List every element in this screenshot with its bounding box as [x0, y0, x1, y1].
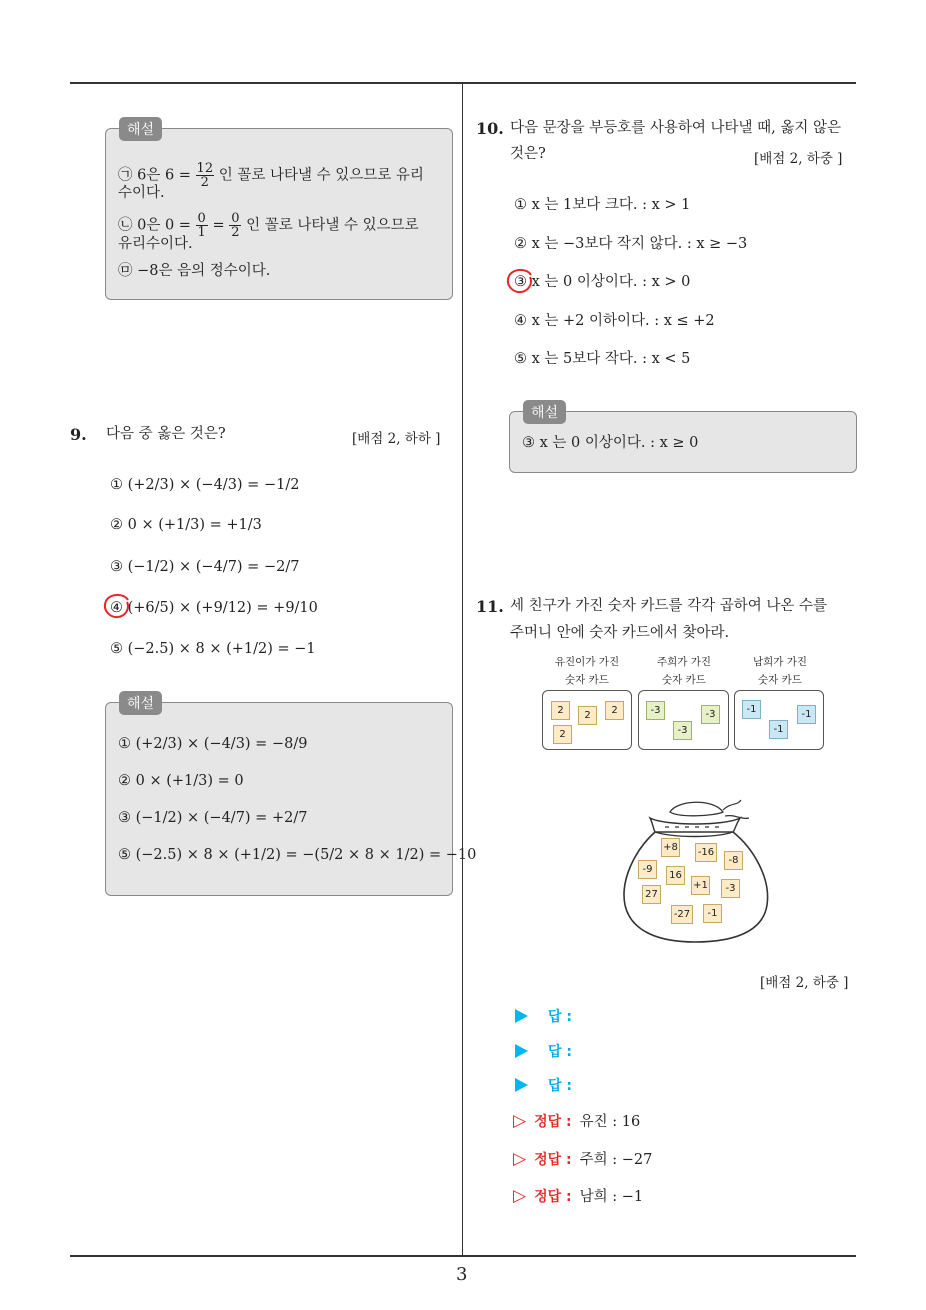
explanation-line: ㉤ −8은 음의 정수이다.	[118, 263, 271, 279]
triangle-icon	[515, 1078, 528, 1092]
number-card: -1	[797, 705, 816, 724]
explanation-tag: 해설	[119, 117, 162, 141]
group-label: 남희가 가진 숫자 카드	[752, 656, 808, 686]
number-card: -3	[701, 705, 720, 724]
answer-label: 답 :	[548, 1078, 572, 1094]
q9-option-2[interactable]: ② 0 × (+1/3) = +1/3	[110, 517, 262, 533]
column-divider	[462, 82, 463, 1255]
bag-card: -16	[695, 843, 717, 862]
q9-option-5[interactable]: ⑤ (−2.5) × 8 × (+1/2) = −1	[110, 641, 316, 657]
bag-card: -1	[703, 904, 722, 923]
q10-text-line1: 다음 문장을 부등호를 사용하여 나타낼 때, 옳지 않은	[510, 120, 842, 136]
q10-option-5[interactable]: ⑤ x 는 5보다 작다. : x < 5	[514, 351, 691, 367]
number-card: 2	[551, 701, 570, 720]
bag-card: -9	[638, 860, 657, 879]
number-card: 2	[578, 706, 597, 725]
bag-card: -8	[724, 851, 743, 870]
q9-option-3[interactable]: ③ (−1/2) × (−4/7) = −2/7	[110, 559, 300, 575]
bag-card: -27	[671, 905, 693, 924]
group-label: 주희가 가진 숫자 카드	[656, 656, 712, 686]
number-card: 2	[553, 725, 572, 744]
q10-explanation-line: ③ x 는 0 이상이다. : x ≥ 0	[522, 435, 699, 451]
q11-text-line2: 주머니 안에 숫자 카드에서 찾아라.	[510, 625, 730, 641]
bag-card: +8	[661, 838, 680, 857]
bag-card: 16	[666, 866, 685, 885]
q9-text: 다음 중 옳은 것은?	[106, 426, 226, 442]
correct-answer-value: 주희 : −27	[579, 1152, 653, 1168]
outline-triangle-icon: ▷	[513, 1110, 527, 1131]
q9-explanation-line: ① (+2/3) × (−4/3) = −8/9	[118, 736, 308, 752]
explanation-line: 수이다.	[118, 185, 165, 201]
q11-number: 11.	[476, 597, 504, 616]
triangle-icon	[515, 1044, 528, 1058]
q9-explanation-box	[105, 702, 453, 896]
number-card: -1	[742, 700, 761, 719]
q9-option-4[interactable]: ④ (+6/5) × (+9/12) = +9/10	[110, 600, 318, 616]
correct-answer-row	[513, 1110, 640, 1131]
answer-row[interactable]	[515, 1075, 572, 1095]
answer-row[interactable]	[515, 1041, 572, 1061]
correct-answer-value: 유진 : 16	[579, 1114, 641, 1130]
triangle-icon	[515, 1009, 528, 1023]
correct-answer-row	[513, 1148, 652, 1169]
bag-card: +1	[691, 876, 710, 895]
correct-label: 정답 :	[534, 1188, 572, 1205]
explanation-line: ㉡ 0은 0 = $\frac{0}{1}$ = $\frac{0}{2}$ 인 꼴로 나타낼 수 있으므로	[118, 211, 419, 240]
q10-option-2[interactable]: ② x 는 −3보다 작지 않다. : x ≥ −3	[514, 236, 748, 252]
q10-text-line2: 것은?	[510, 146, 546, 162]
correct-label: 정답 :	[534, 1113, 572, 1130]
answer-row[interactable]	[515, 1006, 572, 1026]
q9-explanation-line: ③ (−1/2) × (−4/7) = +2/7	[118, 810, 308, 826]
bottom-rule	[70, 1255, 856, 1257]
page-number: 3	[456, 1264, 468, 1285]
explanation-line: 유리수이다.	[118, 236, 193, 252]
q10-option-3[interactable]: ③ x 는 0 이상이다. : x > 0	[514, 274, 691, 290]
explanation-tag: 해설	[119, 691, 162, 715]
correct-label: 정답 :	[534, 1151, 572, 1168]
q10-option-1[interactable]: ① x 는 1보다 크다. : x > 1	[514, 197, 691, 213]
explanation-tag: 해설	[523, 400, 566, 424]
group-label: 유진이가 가진 숫자 카드	[554, 656, 620, 686]
number-card: -3	[646, 701, 665, 720]
q9-option-1[interactable]: ① (+2/3) × (−4/3) = −1/2	[110, 477, 300, 493]
q10-score: [배점 2, 하중 ]	[754, 151, 843, 167]
q9-explanation-line: ② 0 × (+1/3) = 0	[118, 773, 244, 789]
q9-score: [배점 2, 하하 ]	[352, 431, 441, 447]
q10-number: 10.	[476, 119, 504, 138]
bag-card: 27	[642, 885, 661, 904]
answer-mark-circle	[102, 592, 132, 620]
correct-answer-value: 남희 : −1	[579, 1189, 644, 1205]
explanation-line: ㉠ 6은 6 = $\frac{12}{2}$ 인 꼴로 나타낼 수 있으므로 유리	[118, 161, 424, 190]
correct-answer-row	[513, 1185, 643, 1206]
q11-text-line1: 세 친구가 가진 숫자 카드를 각각 곱하여 나온 수를	[510, 598, 828, 614]
answer-mark-circle	[505, 267, 535, 295]
q9-explanation-line: ⑤ (−2.5) × 8 × (+1/2) = −(5/2 × 8 × 1/2) = −10	[118, 847, 477, 863]
number-card: -1	[769, 720, 788, 739]
q9-number: 9.	[70, 425, 87, 444]
number-card: -3	[673, 721, 692, 740]
outline-triangle-icon: ▷	[513, 1148, 527, 1169]
q10-option-4[interactable]: ④ x 는 +2 이하이다. : x ≤ +2	[514, 313, 715, 329]
bag-card: -3	[721, 879, 740, 898]
outline-triangle-icon: ▷	[513, 1185, 527, 1206]
answer-label: 답 :	[548, 1009, 572, 1025]
number-card: 2	[605, 701, 624, 720]
q11-score: [배점 2, 하중 ]	[760, 975, 849, 991]
answer-label: 답 :	[548, 1044, 572, 1060]
